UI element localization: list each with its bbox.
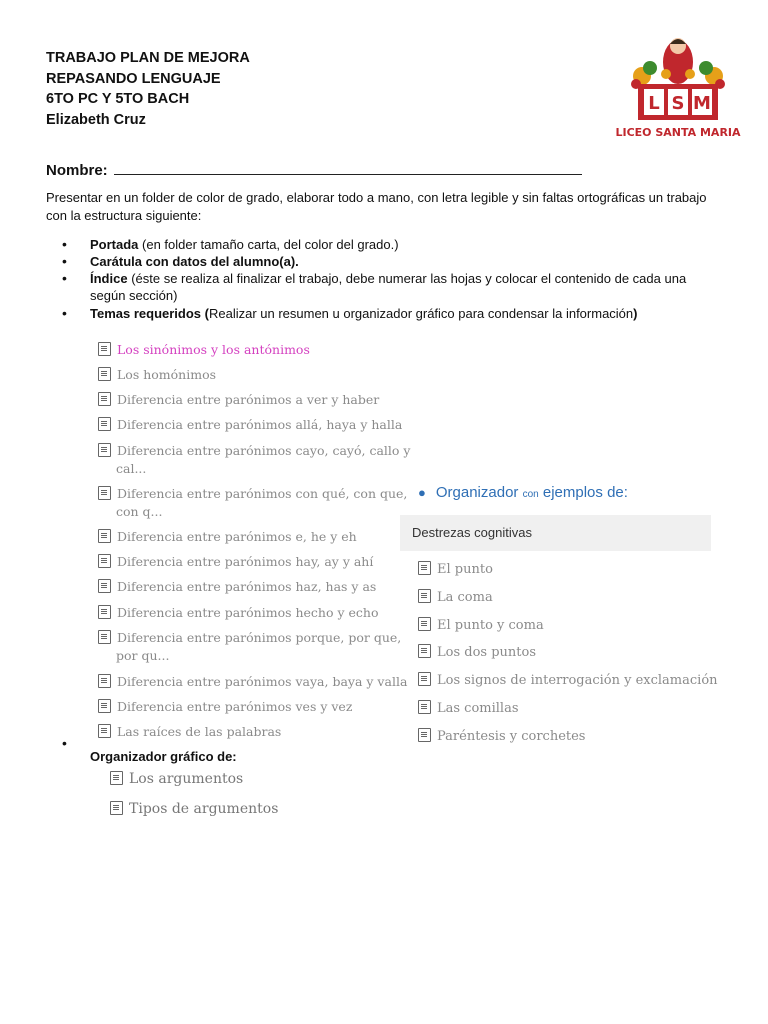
header-grade: 6TO PC Y 5TO BACH <box>46 91 190 107</box>
document-icon <box>418 700 431 714</box>
destreza-label: Los signos de interrogación y exclamación <box>437 673 718 688</box>
tema-label: Diferencia entre parónimos cayo, cayó, callo y <box>117 443 411 458</box>
document-icon <box>98 417 111 431</box>
destreza-item[interactable] <box>418 589 493 607</box>
document-icon <box>98 392 111 406</box>
tema-item[interactable] <box>98 442 410 478</box>
document-icon <box>98 674 111 688</box>
bullet-indice <box>62 270 706 304</box>
document-header <box>46 48 250 130</box>
tema-item[interactable] <box>98 416 402 434</box>
bullet-dot: • <box>62 236 67 252</box>
document-icon <box>98 724 111 738</box>
header-title: TRABAJO PLAN DE MEJORA <box>46 50 250 66</box>
tema-item[interactable] <box>98 629 401 665</box>
destrezas-title: Destrezas cognitivas <box>412 525 532 540</box>
tema-label: Diferencia entre parónimos vaya, baya y valla <box>117 674 408 689</box>
tema-label: Diferencia entre parónimos con qué, con que, <box>117 486 408 501</box>
destreza-label: El punto y coma <box>437 618 544 633</box>
tema-label: Las raíces de las palabras <box>117 724 282 739</box>
document-icon <box>98 630 111 644</box>
document-icon <box>418 617 431 631</box>
destreza-item[interactable] <box>418 617 544 635</box>
tema-label: Diferencia entre parónimos haz, has y as <box>117 579 377 594</box>
bullet-dot: ● <box>418 485 426 500</box>
organizador-grafico-label: Organizador gráfico de: <box>90 749 237 764</box>
bullet-bold: Portada <box>90 237 139 252</box>
document-icon <box>110 771 123 785</box>
destrezas-header-bar <box>400 515 711 551</box>
document-icon <box>98 605 111 619</box>
header-subtitle: REPASANDO LENGUAJE <box>46 70 221 87</box>
tema-item[interactable] <box>98 366 216 384</box>
document-icon <box>110 801 123 815</box>
tema-item[interactable] <box>98 604 379 622</box>
tema-label: Los sinónimos y los antónimos <box>117 342 310 357</box>
bullet-temas <box>62 305 706 322</box>
tema-label-continued: por qu... <box>116 648 170 663</box>
bullet-dot: • <box>62 253 67 269</box>
logo-letter-l: L <box>648 93 660 114</box>
document-icon <box>418 589 431 603</box>
argumento-label: Tipos de argumentos <box>129 801 279 817</box>
header-author: Elizabeth Cruz <box>46 111 146 128</box>
bullet-bold: Carátula con datos del alumno(a). <box>90 254 299 269</box>
destreza-item[interactable] <box>418 700 519 718</box>
bullet-text: Realizar un resumen u organizador gráfico para condensar la información <box>208 306 634 321</box>
name-blank-line <box>114 160 582 175</box>
destreza-label: Los dos puntos <box>437 645 537 660</box>
liceo-santa-maria-seal <box>615 32 741 142</box>
tema-label: Los homónimos <box>117 367 217 382</box>
tema-item[interactable] <box>98 528 357 546</box>
tema-label: Diferencia entre parónimos a ver y haber <box>117 392 380 407</box>
document-icon <box>98 367 111 381</box>
tema-label: Diferencia entre parónimos ves y vez <box>117 699 353 714</box>
document-icon <box>98 342 111 356</box>
tema-item[interactable] <box>98 391 379 409</box>
destreza-label: Paréntesis y corchetes <box>437 729 586 744</box>
document-icon <box>98 443 111 457</box>
tema-label-continued: con q... <box>116 504 163 519</box>
destreza-item[interactable] <box>418 728 585 746</box>
document-icon <box>98 579 111 593</box>
tema-label: Diferencia entre parónimos hecho y echo <box>117 605 379 620</box>
bullet-text: (en folder tamaño carta, del color del grado.) <box>138 237 399 252</box>
argumento-label: Los argumentos <box>129 771 244 787</box>
bullet-dot: • <box>62 305 67 321</box>
tema-item[interactable] <box>98 723 281 741</box>
tema-item[interactable] <box>98 553 373 571</box>
bullet-bold: Índice <box>90 271 128 286</box>
tema-item[interactable] <box>98 698 352 716</box>
tema-label: Diferencia entre parónimos e, he y eh <box>117 529 357 544</box>
name-label: Nombre: <box>46 162 108 179</box>
tema-label: Diferencia entre parónimos porque, por que, <box>117 630 402 645</box>
organizador-word: Organizador <box>435 484 519 501</box>
bullet-dot: • <box>62 735 67 751</box>
tema-label: Diferencia entre parónimos hay, ay y ahí <box>117 554 374 569</box>
bullet-bold-end: ) <box>633 306 638 321</box>
organizador-ejemplos-heading <box>418 484 628 501</box>
tema-label-continued: cal... <box>116 461 147 476</box>
school-logo <box>615 32 741 142</box>
tema-label: Diferencia entre parónimos allá, haya y halla <box>117 417 403 432</box>
document-icon <box>98 486 111 500</box>
logo-letter-s: S <box>671 93 685 114</box>
logo-letter-m: M <box>693 93 711 114</box>
instructions-paragraph: Presentar en un folder de color de grado, elaborar todo a mano, con letra legible y sin faltas ortográficas un trabajo con la estructura siguiente: <box>46 190 707 223</box>
ejemplos-word: ejemplos de: <box>542 484 628 501</box>
document-icon <box>98 529 111 543</box>
tema-item[interactable] <box>98 578 376 596</box>
bullet-portada <box>62 236 706 253</box>
con-word: con <box>522 489 539 500</box>
destreza-item[interactable] <box>418 644 536 662</box>
tema-item[interactable] <box>98 485 407 521</box>
destreza-label: El punto <box>437 562 493 577</box>
tema-item[interactable] <box>98 673 407 691</box>
destreza-item[interactable] <box>418 561 493 579</box>
destreza-label: La coma <box>437 590 493 605</box>
document-icon <box>418 672 431 686</box>
document-icon <box>418 561 431 575</box>
document-icon <box>98 699 111 713</box>
bullet-bold: Temas requeridos ( <box>90 306 209 321</box>
destreza-item[interactable] <box>418 672 718 690</box>
destreza-label: Las comillas <box>437 701 519 716</box>
logo-name: LICEO SANTA MARIA <box>615 126 741 139</box>
tema-item[interactable] <box>98 341 310 359</box>
argumento-item[interactable] <box>110 800 278 818</box>
name-field <box>46 160 582 179</box>
argumento-item[interactable] <box>110 770 243 788</box>
document-icon <box>418 728 431 742</box>
bullet-dot: • <box>62 270 67 286</box>
document-icon <box>98 554 111 568</box>
bullet-text: (éste se realiza al finalizar el trabajo, debe numerar las hojas y colocar el contenido de cada una según sección) <box>90 271 687 303</box>
document-icon <box>418 644 431 658</box>
bullet-caratula <box>62 253 706 270</box>
